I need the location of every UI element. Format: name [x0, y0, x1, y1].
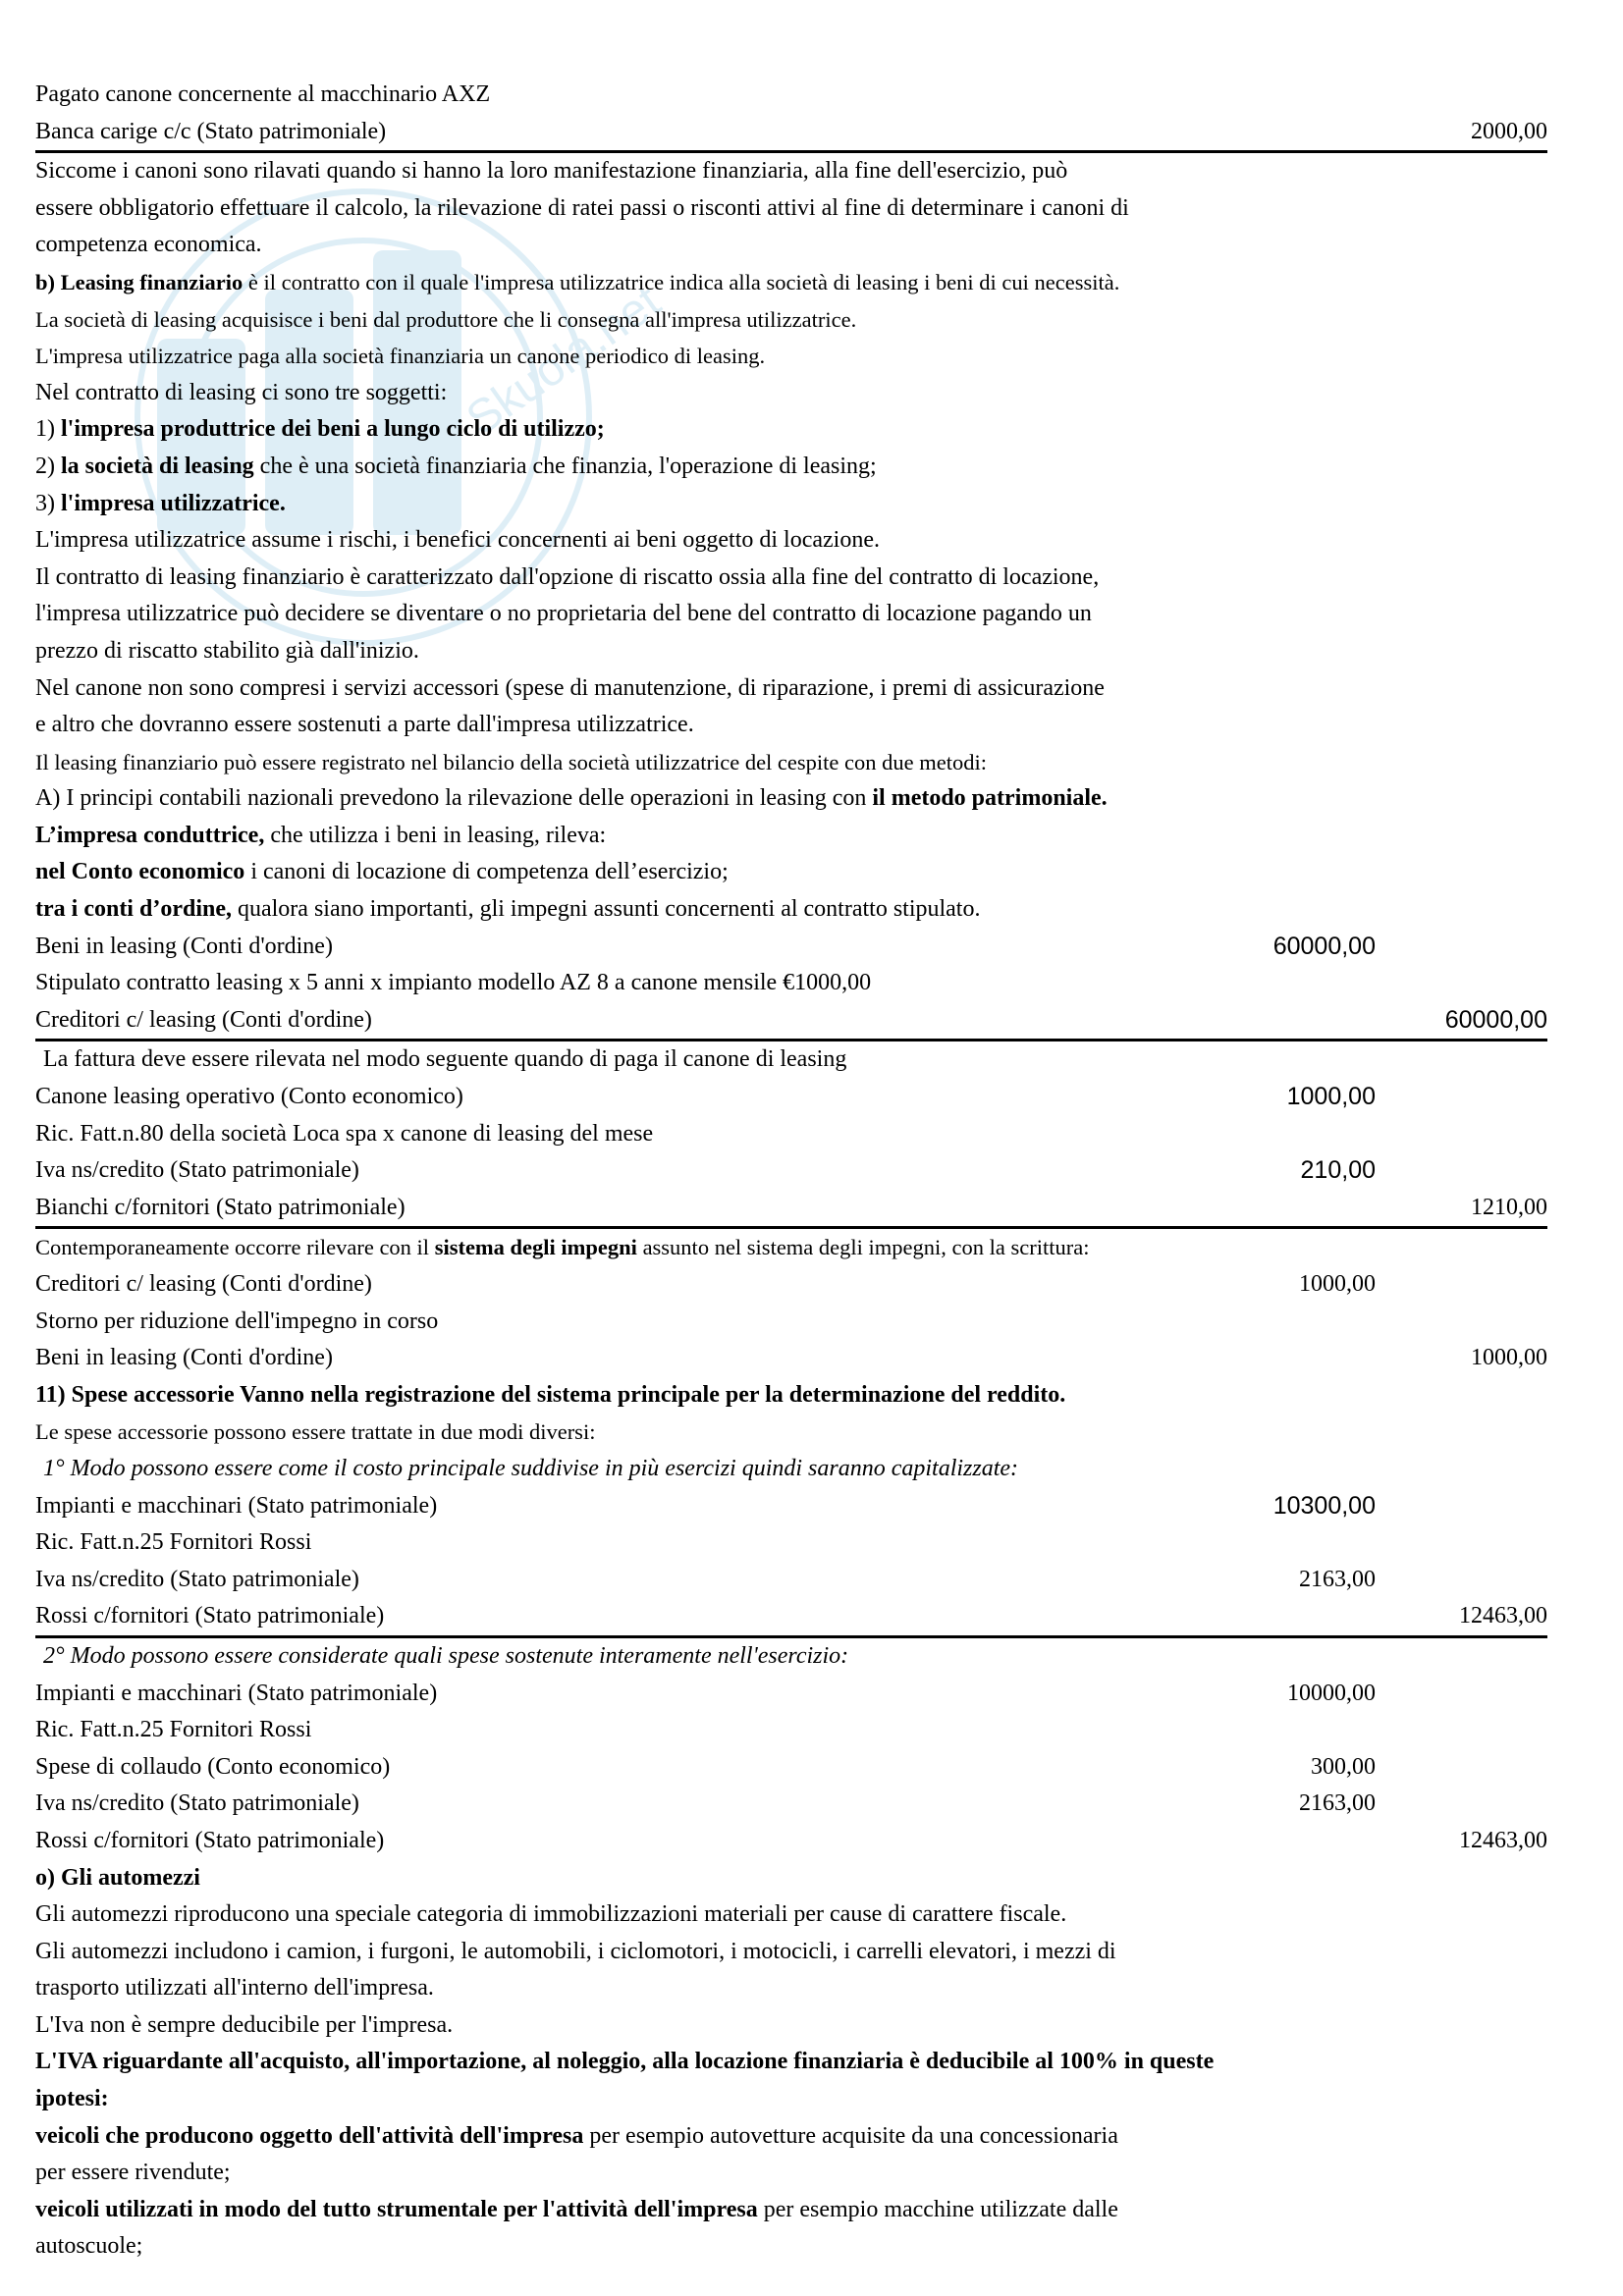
text-line	[35, 522, 1547, 560]
line-text	[35, 1676, 437, 1713]
text-line	[35, 1488, 1547, 1525]
line-bold: veicoli utilizzati in modo del tutto strumentale per l'attività dell'impresa	[35, 2196, 758, 2222]
line-text	[35, 1414, 595, 1451]
line-text	[35, 1079, 463, 1116]
dare-amount: 10300,00	[1272, 1491, 1376, 1520]
text-line	[35, 77, 1547, 114]
line-text: Creditori c/ leasing (Conti d'ordine)	[35, 1006, 372, 1033]
text-line	[35, 411, 1547, 449]
text-line	[35, 375, 1547, 412]
line-text	[35, 1823, 384, 1860]
text-line	[35, 818, 1547, 855]
text-line	[35, 1786, 1547, 1823]
line-text: autoscuole;	[35, 2233, 143, 2260]
line-pre: 1)	[35, 416, 61, 443]
text-line	[35, 190, 1547, 228]
line-text	[35, 1712, 311, 1749]
line-text	[35, 1934, 1116, 1971]
line-text: Storno per riduzione dell'impegno in corso	[35, 1308, 439, 1334]
line-text	[35, 1860, 200, 1897]
line-text: Nel contratto di leasing ci sono tre soggetti:	[35, 379, 448, 405]
line-text: trasporto utilizzati all'interno dell'impresa.	[35, 1975, 434, 2002]
text-line	[35, 264, 1547, 301]
text-line	[35, 1823, 1547, 1860]
line-text	[35, 1190, 406, 1227]
text-line	[35, 2081, 1547, 2118]
line-text: Spese di collaudo (Conto economico)	[35, 1753, 391, 1780]
line-pre: Contemporaneamente occorre rilevare con il	[35, 1235, 435, 1260]
text-line	[35, 1896, 1547, 1934]
text-line	[35, 1970, 1547, 2007]
line-text: Il leasing finanziario può essere registrato nel bilancio della società utilizzatrice del cespite con due metodi:	[35, 749, 987, 774]
text-line	[35, 1340, 1547, 1377]
line-text	[35, 486, 286, 523]
text-line	[35, 1934, 1547, 1971]
line-text	[35, 153, 1067, 190]
line-text: e altro che dovranno essere sostenuti a parte dall'impresa utilizzatrice.	[35, 712, 694, 738]
line-bold: tra i conti d’ordine,	[35, 896, 232, 923]
dare-amount: 2163,00	[1299, 1790, 1376, 1817]
text-line	[35, 891, 1547, 929]
line-rest: i canoni di locazione di competenza dell’esercizio;	[244, 859, 729, 885]
line-text: Ric. Fatt.n.25 Fornitori Rossi	[35, 1529, 312, 1556]
text-line	[35, 596, 1547, 633]
line-text	[35, 2192, 1118, 2229]
text-line	[35, 301, 1547, 339]
line-text: Rossi c/fornitori (Stato patrimoniale)	[35, 1827, 385, 1853]
line-text	[35, 264, 1119, 301]
line-pre: 3)	[35, 490, 61, 516]
text-line	[35, 1451, 1547, 1488]
text-line	[35, 2044, 1547, 2081]
line-text: Ric. Fatt.n.80 della società Loca spa x canone di leasing del mese	[35, 1120, 654, 1147]
text-line	[35, 670, 1547, 708]
text-line	[35, 1414, 1547, 1451]
text-line	[35, 2118, 1547, 2156]
line-text: Beni in leasing (Conti d'ordine)	[35, 933, 333, 959]
line-pre: 2)	[35, 453, 61, 479]
text-line	[35, 486, 1547, 523]
line-text: competenza economica.	[35, 232, 262, 258]
text-line	[35, 1676, 1547, 1713]
line-text	[35, 227, 262, 264]
line-text: Nel canone non sono compresi i servizi accessori (spese di manutenzione, di riparazione, i premi di assicurazione	[35, 674, 1105, 701]
line-text: La società di leasing acquisisce i beni dal produttore che li consegna all'impresa utilizzatrice.	[35, 306, 857, 332]
text-line	[35, 1304, 1547, 1341]
line-bold: il metodo patrimoniale.	[872, 785, 1108, 812]
line-text: Banca carige c/c (Stato patrimoniale)	[35, 118, 387, 144]
text-line	[35, 1152, 1547, 1190]
line-text	[35, 1152, 359, 1190]
avere-amount: 12463,00	[1459, 1827, 1547, 1853]
line-text	[35, 338, 765, 375]
text-line	[35, 1749, 1547, 1787]
text-line	[35, 560, 1547, 597]
text-line	[35, 2192, 1547, 2229]
line-text: Siccome i canoni sono rilavati quando si hanno la loro manifestazione finanziaria, alla fine dell'esercizio, può	[35, 158, 1068, 185]
line-text: Creditori c/ leasing (Conti d'ordine)	[35, 1271, 372, 1297]
line-bold: 11) Spese accessorie Vanno nella registrazione del sistema principale per la determinazione del reddito.	[35, 1381, 1066, 1408]
line-text	[35, 1116, 653, 1153]
line-text	[35, 929, 333, 966]
line-text	[35, 707, 694, 744]
line-bold: nel Conto economico	[35, 859, 245, 885]
line-text: Pagato canone concernente al macchinario AXZ	[35, 81, 491, 107]
line-text: Iva ns/credito (Stato patrimoniale)	[35, 1157, 359, 1184]
line-bold: veicoli che producono oggetto dell'attività dell'impresa	[35, 2122, 584, 2149]
line-text: Bianchi c/fornitori (Stato patrimoniale)	[35, 1194, 406, 1220]
line-text: prezzo di riscatto stabilito già dall'inizio.	[35, 637, 419, 664]
text-line	[35, 1079, 1547, 1116]
line-text	[35, 891, 980, 929]
line-text	[35, 449, 877, 486]
line-text	[35, 744, 987, 781]
line-text	[35, 560, 1099, 597]
line-text	[35, 1377, 1065, 1415]
line-text: Gli automezzi includono i camion, i furgoni, le automobili, i ciclomotori, i motocicli, i carrelli elevatori, i mezzi di	[35, 1938, 1116, 1964]
line-text	[35, 2081, 109, 2118]
text-line	[35, 114, 1547, 154]
line-text: essere obbligatorio effettuare il calcolo, la rilevazione di ratei passi o risconti attivi al fine di determinare i canoni di	[35, 194, 1129, 221]
line-text	[35, 1266, 372, 1304]
avere-amount: 12463,00	[1459, 1603, 1547, 1629]
dare-amount: 2163,00	[1299, 1566, 1376, 1592]
line-text: Impianti e macchinari (Stato patrimoniale)	[35, 1492, 438, 1519]
text-line	[35, 1598, 1547, 1638]
line-text	[35, 1749, 390, 1787]
line-text	[35, 190, 1129, 228]
text-line	[35, 153, 1547, 190]
line-text	[35, 1970, 434, 2007]
line-text	[35, 301, 856, 339]
line-bold: o) Gli automezzi	[35, 1864, 200, 1891]
line-text	[35, 77, 490, 114]
text-line	[35, 965, 1547, 1002]
line-text	[35, 2228, 142, 2266]
line-text	[35, 818, 606, 855]
text-line	[35, 1002, 1547, 1042]
text-line	[35, 1116, 1547, 1153]
line-bold: L’impresa conduttrice,	[35, 822, 265, 848]
dare-amount: 10000,00	[1287, 1680, 1376, 1706]
line-text	[35, 1340, 333, 1377]
line-rest: assunto nel sistema degli impegni, con la scrittura:	[636, 1235, 1090, 1260]
line-text: Stipulato contratto leasing x 5 anni x impianto modello AZ 8 a canone mensile €1000,00	[35, 970, 872, 996]
line-text	[35, 2044, 1214, 2081]
text-line	[35, 854, 1547, 891]
line-text	[43, 1638, 848, 1676]
line-italic: 2° Modo possono essere considerate quali spese sostenute interamente nell'esercizio:	[43, 1642, 849, 1669]
line-bold: la società di leasing	[61, 453, 254, 479]
line-bold: l'impresa produttrice dei beni a lungo ciclo di utilizzo;	[61, 416, 605, 443]
line-text	[35, 1229, 1089, 1266]
text-line	[35, 1524, 1547, 1562]
text-line	[35, 1377, 1547, 1415]
dare-amount: 1000,00	[1299, 1271, 1376, 1297]
avere-amount: 1000,00	[1471, 1345, 1547, 1371]
line-pre: A) I principi contabili nazionali prevedono la rilevazione delle operazioni in leasing con	[35, 785, 873, 812]
text-line	[35, 633, 1547, 670]
line-text: Le spese accessorie possono essere trattate in due modi diversi:	[35, 1419, 596, 1445]
line-text: Impianti e macchinari (Stato patrimoniale)	[35, 1680, 438, 1706]
line-text	[35, 1524, 311, 1562]
text-line	[35, 1562, 1547, 1599]
line-text: Il contratto di leasing finanziario è caratterizzato dall'opzione di riscatto ossia alla fine del contratto di locazione,	[35, 563, 1100, 590]
line-text	[35, 854, 729, 891]
line-text: l'impresa utilizzatrice può decidere se diventare o no proprietaria del bene del contratto di locazione pagando un	[35, 601, 1092, 627]
line-text	[35, 522, 880, 560]
text-line	[35, 929, 1547, 966]
line-text	[35, 596, 1092, 633]
line-text	[35, 780, 1108, 818]
line-text	[35, 114, 386, 151]
line-rest: per esempio autovetture acquisite da una concessionaria	[583, 2122, 1118, 2149]
line-text: Gli automezzi riproducono una speciale categoria di immobilizzazioni materiali per cause di carattere fiscale.	[35, 1901, 1067, 1928]
line-rest: è il contratto con il quale l'impresa utilizzatrice indica alla società di leasing i beni di cui necessità.	[243, 269, 1120, 294]
text-line	[35, 1229, 1547, 1266]
line-bold: L'IVA riguardante all'acquisto, all'importazione, al noleggio, alla locazione finanziaria è deducibile al 100% in queste	[35, 2049, 1215, 2075]
svg-text:Skuola.net: Skuola.net	[457, 275, 671, 447]
line-text	[35, 375, 447, 412]
line-text: Beni in leasing (Conti d'ordine)	[35, 1345, 333, 1371]
line-text: Iva ns/credito (Stato patrimoniale)	[35, 1566, 359, 1592]
line-text	[35, 1562, 359, 1599]
text-line	[35, 2228, 1547, 2266]
avere-amount: 2000,00	[1471, 118, 1547, 144]
line-text: L'impresa utilizzatrice assume i rischi, i benefici concernenti ai beni oggetto di locazione.	[35, 527, 880, 554]
line-italic: 1° Modo possono essere come il costo principale suddivise in più esercizi quindi saranno capitalizzate:	[43, 1455, 1019, 1481]
line-rest: che utilizza i beni in leasing, rileva:	[264, 822, 607, 848]
text-line	[35, 449, 1547, 486]
text-line	[35, 707, 1547, 744]
line-text	[35, 1786, 359, 1823]
dare-amount: 300,00	[1311, 1753, 1376, 1780]
text-line	[35, 1712, 1547, 1749]
text-line	[35, 2007, 1547, 2045]
text-line	[35, 1041, 1547, 1079]
line-text: La fattura deve essere rilevata nel modo seguente quando di paga il canone di leasing	[43, 1046, 847, 1073]
line-text: Rossi c/fornitori (Stato patrimoniale)	[35, 1603, 385, 1629]
text-line	[35, 1860, 1547, 1897]
line-text	[35, 1896, 1066, 1934]
line-text	[35, 965, 871, 1002]
line-text	[43, 1451, 1018, 1488]
line-text: Canone leasing operativo (Conto economico)	[35, 1084, 463, 1110]
text-line	[35, 338, 1547, 375]
avere-amount: 1210,00	[1471, 1194, 1547, 1220]
dare-amount: 210,00	[1300, 1156, 1376, 1185]
line-text	[35, 2007, 453, 2045]
text-line	[35, 1266, 1547, 1304]
line-text: Ric. Fatt.n.25 Fornitori Rossi	[35, 1717, 312, 1743]
document-page	[35, 77, 1547, 2266]
line-text	[35, 1002, 372, 1040]
line-bold: l'impresa utilizzatrice.	[61, 490, 286, 516]
avere-amount: 60000,00	[1444, 1005, 1547, 1034]
line-text: per essere rivendute;	[35, 2160, 231, 2186]
line-text	[35, 1304, 438, 1341]
line-text: L'impresa utilizzatrice paga alla società finanziaria un canone periodico di leasing.	[35, 344, 766, 369]
line-text	[35, 411, 605, 449]
text-line	[35, 744, 1547, 781]
text-line	[35, 1190, 1547, 1230]
text-line	[35, 1638, 1547, 1676]
line-text	[43, 1041, 846, 1079]
line-bold: ipotesi:	[35, 2086, 109, 2112]
dare-amount: 1000,00	[1286, 1083, 1376, 1111]
line-text: L'Iva non è sempre deducibile per l'impresa.	[35, 2011, 454, 2038]
line-text	[35, 633, 419, 670]
text-line	[35, 227, 1547, 264]
line-rest: per esempio macchine utilizzate dalle	[757, 2196, 1118, 2222]
line-text	[35, 2155, 231, 2192]
line-text	[35, 1488, 437, 1525]
line-rest: che è una società finanziaria che finanzia, l'operazione di leasing;	[253, 453, 877, 479]
text-line	[35, 2155, 1547, 2192]
line-rest: qualora siano importanti, gli impegni assunti concernenti al contratto stipulato.	[231, 896, 981, 923]
line-text: Iva ns/credito (Stato patrimoniale)	[35, 1790, 359, 1817]
line-bold: sistema degli impegni	[434, 1235, 637, 1260]
dare-amount: 60000,00	[1272, 932, 1376, 960]
line-text	[35, 670, 1105, 708]
line-bold: b) Leasing finanziario	[35, 269, 243, 294]
line-text	[35, 2118, 1118, 2156]
line-text	[35, 1598, 384, 1635]
text-line	[35, 780, 1547, 818]
